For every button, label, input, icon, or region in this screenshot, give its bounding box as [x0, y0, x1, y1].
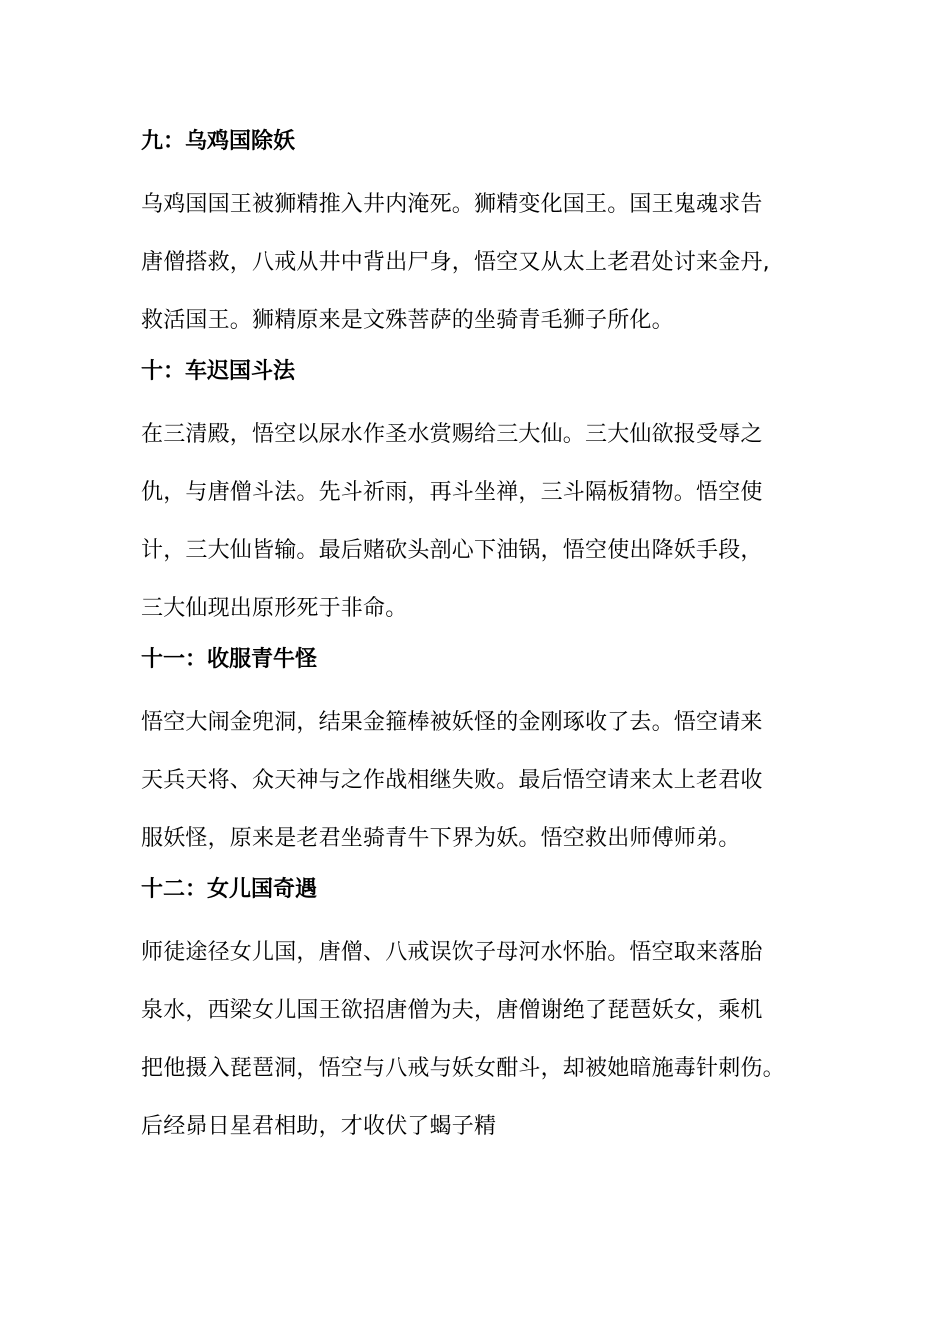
section-paragraph: [141, 176, 821, 350]
paragraph-line: 唐僧搭救，八戒从井中背出尸身，悟空又从太上老君处讨来金丹,: [141, 250, 770, 275]
document-body: [141, 122, 821, 1158]
section-paragraph: [141, 924, 821, 1156]
paragraph-line: 悟空大闹金兜洞，结果金箍棒被妖怪的金刚琢收了去。悟空请来: [141, 710, 763, 735]
paragraph-line: 师徒途径女儿国，唐僧、八戒误饮子母河水怀胎。悟空取来落胎: [141, 940, 763, 965]
section-eleven: [141, 640, 821, 868]
paragraph-line: 乌鸡国国王被狮精推入井内淹死。狮精变化国王。国王鬼魂求告: [141, 192, 763, 217]
section-heading: 九：乌鸡国除妖: [141, 129, 296, 154]
section-heading: 十二：女儿国奇遇: [141, 877, 318, 902]
paragraph-line: 三大仙现出原形死于非命。: [141, 596, 408, 621]
paragraph-line: 天兵天将、众天神与之作战相继失败。最后悟空请来太上老君收: [141, 768, 763, 793]
paragraph-line: 泉水，西梁女儿国王欲招唐僧为夫，唐僧谢绝了琵琶妖女，乘机: [141, 998, 763, 1023]
paragraph-line: 计，三大仙皆输。最后赌砍头剖心下油锅，悟空使出降妖手段，: [141, 538, 763, 563]
section-heading: 十：车迟国斗法: [141, 359, 296, 384]
paragraph-line: 把他摄入琵琶洞，悟空与八戒与妖女酣斗，却被她暗施毒针刺伤。: [141, 1056, 785, 1081]
section-heading: 十一：收服青牛怪: [141, 647, 318, 672]
paragraph-line: 在三清殿，悟空以尿水作圣水赏赐给三大仙。三大仙欲报受辱之: [141, 422, 763, 447]
section-paragraph: [141, 406, 821, 638]
section-nine: [141, 122, 821, 350]
paragraph-line: 仇，与唐僧斗法。先斗祈雨，再斗坐禅，三斗隔板猜物。悟空使: [141, 480, 763, 505]
paragraph-line: 后经昴日星君相助，才收伏了蝎子精: [141, 1114, 497, 1139]
section-ten: [141, 352, 821, 638]
paragraph-line: 服妖怪，原来是老君坐骑青牛下界为妖。悟空救出师傅师弟。: [141, 826, 741, 851]
section-paragraph: [141, 694, 821, 868]
paragraph-line: 救活国王。狮精原来是文殊菩萨的坐骑青毛狮子所化。: [141, 308, 674, 333]
section-twelve: [141, 870, 821, 1156]
